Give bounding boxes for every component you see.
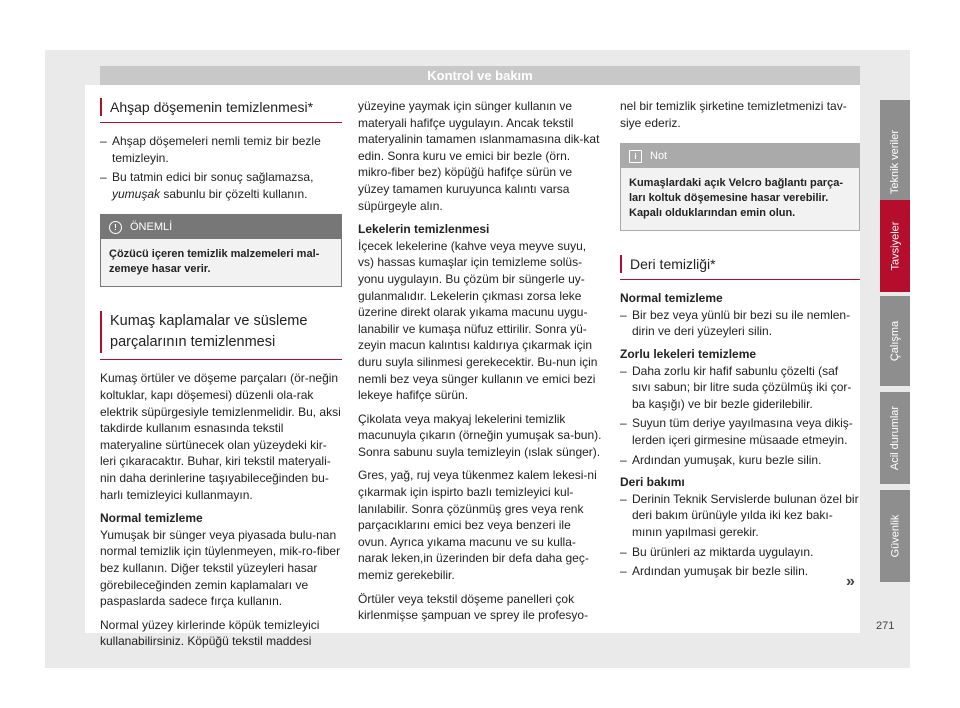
paragraph: İçecek lekelerine (kahve veya meyve suyu, vs) hassas kumaşlar için temizleme solüs-yonu uygulayın. Bu çözüm bir süngerle uy-gulanmalıdır. Lekelerin çıkması zorsa leke üzerine direkt olarak yıkama macunu uygu-lanabilir ve kumaşa nüfuz ettirilir. Sonra yü-zeyin macun kalıntısı kaldırıya çıkarmak için duru suyla silinmesi gerekecektir. Bu-nun için nemli bez veya sünger kullanın ve emici bezi lekeye hafifçe sürün.	[358, 238, 598, 403]
section-title-text: Deri temizliği*	[630, 256, 716, 273]
subheading: Deri bakımı	[620, 475, 685, 490]
list-item-text: Ahşap döşemeleri nemli temiz bir bezle temizleyin.	[112, 134, 321, 165]
warning-bar	[101, 215, 341, 239]
note-text: Kumaşlardaki açık Velcro bağlantı parça-ları koltuk döşemesine hasar verebilir. Kapalı olduklarından emin olun.	[621, 168, 859, 230]
section-title-text: Ahşap döşemenin temizlenmesi*	[110, 99, 314, 115]
list-item-text: Ardından yumuşak bir bezle silin.	[632, 564, 809, 579]
list-item: – Bu ürünleri az miktarda uygulayın.	[620, 544, 860, 561]
list-item: – Bir bez veya yünlü bir bezi su ile nemlen-dirin ve deri yüzeyleri silin.	[620, 307, 860, 340]
warning-icon: !	[109, 221, 122, 234]
note-label: Not	[650, 150, 668, 163]
paragraph: Çikolata veya makyaj lekelerini temizlik macunuyla çıkarın (örneğin yumuşak sa-bun). Sonra sabunu suyla temizleyin (ıslak sünger).	[358, 411, 602, 459]
section-header: Kontrol ve bakım	[100, 66, 860, 85]
warning-box	[100, 214, 342, 287]
section-title	[620, 255, 860, 280]
subheading: Zorlu lekeleri temizleme	[620, 346, 757, 361]
list-item-text: Derinin Teknik Servislerde bulunan özel bir deri bakım ürünüyle yılda iki kez bakı-mının yapılmasi gerekir.	[632, 491, 859, 539]
paragraph: yüzeyine yaymak için sünger kullanın ve materyali hafifçe uygulayın. Ancak tekstil materyalinin tamamen ıslanmamasına dik-kat edin. Sonra kuru ve emici bir bezle (örn. mikro-fiber bez) köpüğü hafifçe sürün ve yüzey tamamen kuruyunca kalıntı varsa süpürgeyle alın.	[358, 99, 600, 213]
column-3	[620, 98, 860, 583]
tab-label: Çalışma	[889, 320, 901, 362]
paragraph: Normal yüzey kirlerinde köpük temizleyici kullanabilirsiniz. Köpüğü tekstil maddesi	[100, 617, 320, 649]
paragraph: Kumaş örtüler ve döşeme parçaları (ör-neğin koltuklar, kapı döşemesi) düzenli ola-rak elektrik süpürgesiyle temizlenmelidir. Bu, aksi takdirde kullanım esnasında tekstil materyaline sürtünecek olan yüzeydeki kir-leri çıkaracaktır. Buhar, kiri tekstil materyali-nin daha derinlerine taşıyabileceğinden bu-harlı temizleyici kullanmayın.	[100, 371, 341, 502]
page-number: 271	[876, 620, 895, 632]
column-1	[100, 98, 342, 657]
paragraph: Gres, yağ, ruj veya tükenmez kalem lekesi-ni çıkarmak için ispirto bazlı temizleyici kul-lanılabilir. Sonra çözünmüş gres veya renk parçacıklarını emici bez veya benzeri ile ovun. Ayrıca yıkama macunu ve su kulla-narak leken,in üzerinden bir defa daha geç-memiz gerekebilir.	[358, 468, 597, 583]
list-item: – Suyun tüm deriye yayılmasına veya dikiş-lerden içeri girmesine müsaade etmeyin.	[620, 415, 860, 448]
section-title	[100, 98, 342, 123]
note-box	[620, 143, 860, 231]
list-item: – Derinin Teknik Servislerde bulunan özel bir deri bakım ürünüyle yılda iki kez bakı-mının yapılmasi gerekir.	[620, 491, 859, 539]
tab-label: Güvenlik	[889, 514, 902, 558]
list-item: – Ardından yumuşak bir bezle silin.	[620, 563, 860, 580]
tab-label: Teknik veriler	[889, 129, 901, 195]
list-item-text: Bu ürünleri az miktarda uygulayın.	[632, 544, 814, 559]
column-2	[358, 98, 603, 631]
continue-mark: »	[846, 573, 855, 590]
warning-text: Çözücü içeren temizlik malzemeleri mal-zemeye hasar verir.	[101, 239, 341, 286]
list-item-text: Ardından yumuşak, kuru bezle silin.	[632, 452, 822, 467]
list-item-text: Suyun tüm deriye yayılmasına veya dikiş-lerden içeri girmesine müsaade etmeyin.	[632, 416, 853, 447]
subheading: Normal temizleme	[100, 511, 203, 526]
tab-label: Tavsiyeler	[889, 221, 901, 271]
list-item: – Bu tatmin edici bir sonuç sağlamazsa, yumuşak sabunlu bir çözelti kullanın.	[100, 169, 342, 202]
tab-tavsiyeler[interactable]	[880, 200, 910, 292]
paragraph: nel bir temizlik şirketine temizletmenizi tav-siye ederiz.	[620, 99, 847, 130]
note-bar	[621, 144, 859, 168]
paragraph: Örtüler veya tekstil döşeme panelleri çok kirlenmişse şampuan ve sprey ile profesyo-	[358, 591, 589, 623]
warning-label: ÖNEMLİ	[130, 221, 173, 234]
tab-label: Acil durumlar	[889, 405, 901, 471]
section-title-text: Kumaş kaplamalar ve süsleme parçalarının temizlenmesi	[110, 313, 308, 351]
list-item: – Daha zorlu kir hafif sabunlu çözelti (saf sıvı sabun; bir litre suda çözülmüş iki çor-ba kaşığı) ve bir bezle giderilebilir.	[620, 363, 860, 413]
tab-acil-durumlar[interactable]	[880, 392, 910, 484]
list-item-text: Bir bez veya yünlü bir bezi su ile nemlen-dirin ve deri yüzeyleri silin.	[632, 307, 851, 339]
list-item: – Ardından yumuşak, kuru bezle silin.	[620, 452, 860, 469]
paragraph: Yumuşak bir sünger veya piyasada bulu-nan normal temizlik için tüylenmeyen, mik-ro-fiber bez kullanın. Diğer tekstil yüzeyleri hasar görebileceğinden zemin kaplamaları ve paspaslarda sadece fırça kullanın.	[100, 527, 341, 609]
list-item: – Ahşap döşemeleri nemli temiz bir bezle temizleyin.	[100, 133, 342, 166]
list-item-text: Daha zorlu kir hafif sabunlu çözelti (saf sıvı sabun; bir litre suda çözülmüş iki çor-ba kaşığı) ve bir bezle giderilebilir.	[632, 363, 852, 411]
tab-calisma[interactable]	[880, 296, 910, 386]
section-title	[100, 311, 342, 360]
list-item-text: Bu tatmin edici bir sonuç sağlamazsa, yumuşak sabunlu bir çözelti kullanın.	[112, 170, 314, 201]
subheading: Normal temizleme	[620, 291, 723, 306]
tab-guvenlik[interactable]	[880, 490, 910, 582]
subheading: Lekelerin temizlenmesi	[358, 222, 490, 237]
info-icon: i	[629, 150, 642, 163]
